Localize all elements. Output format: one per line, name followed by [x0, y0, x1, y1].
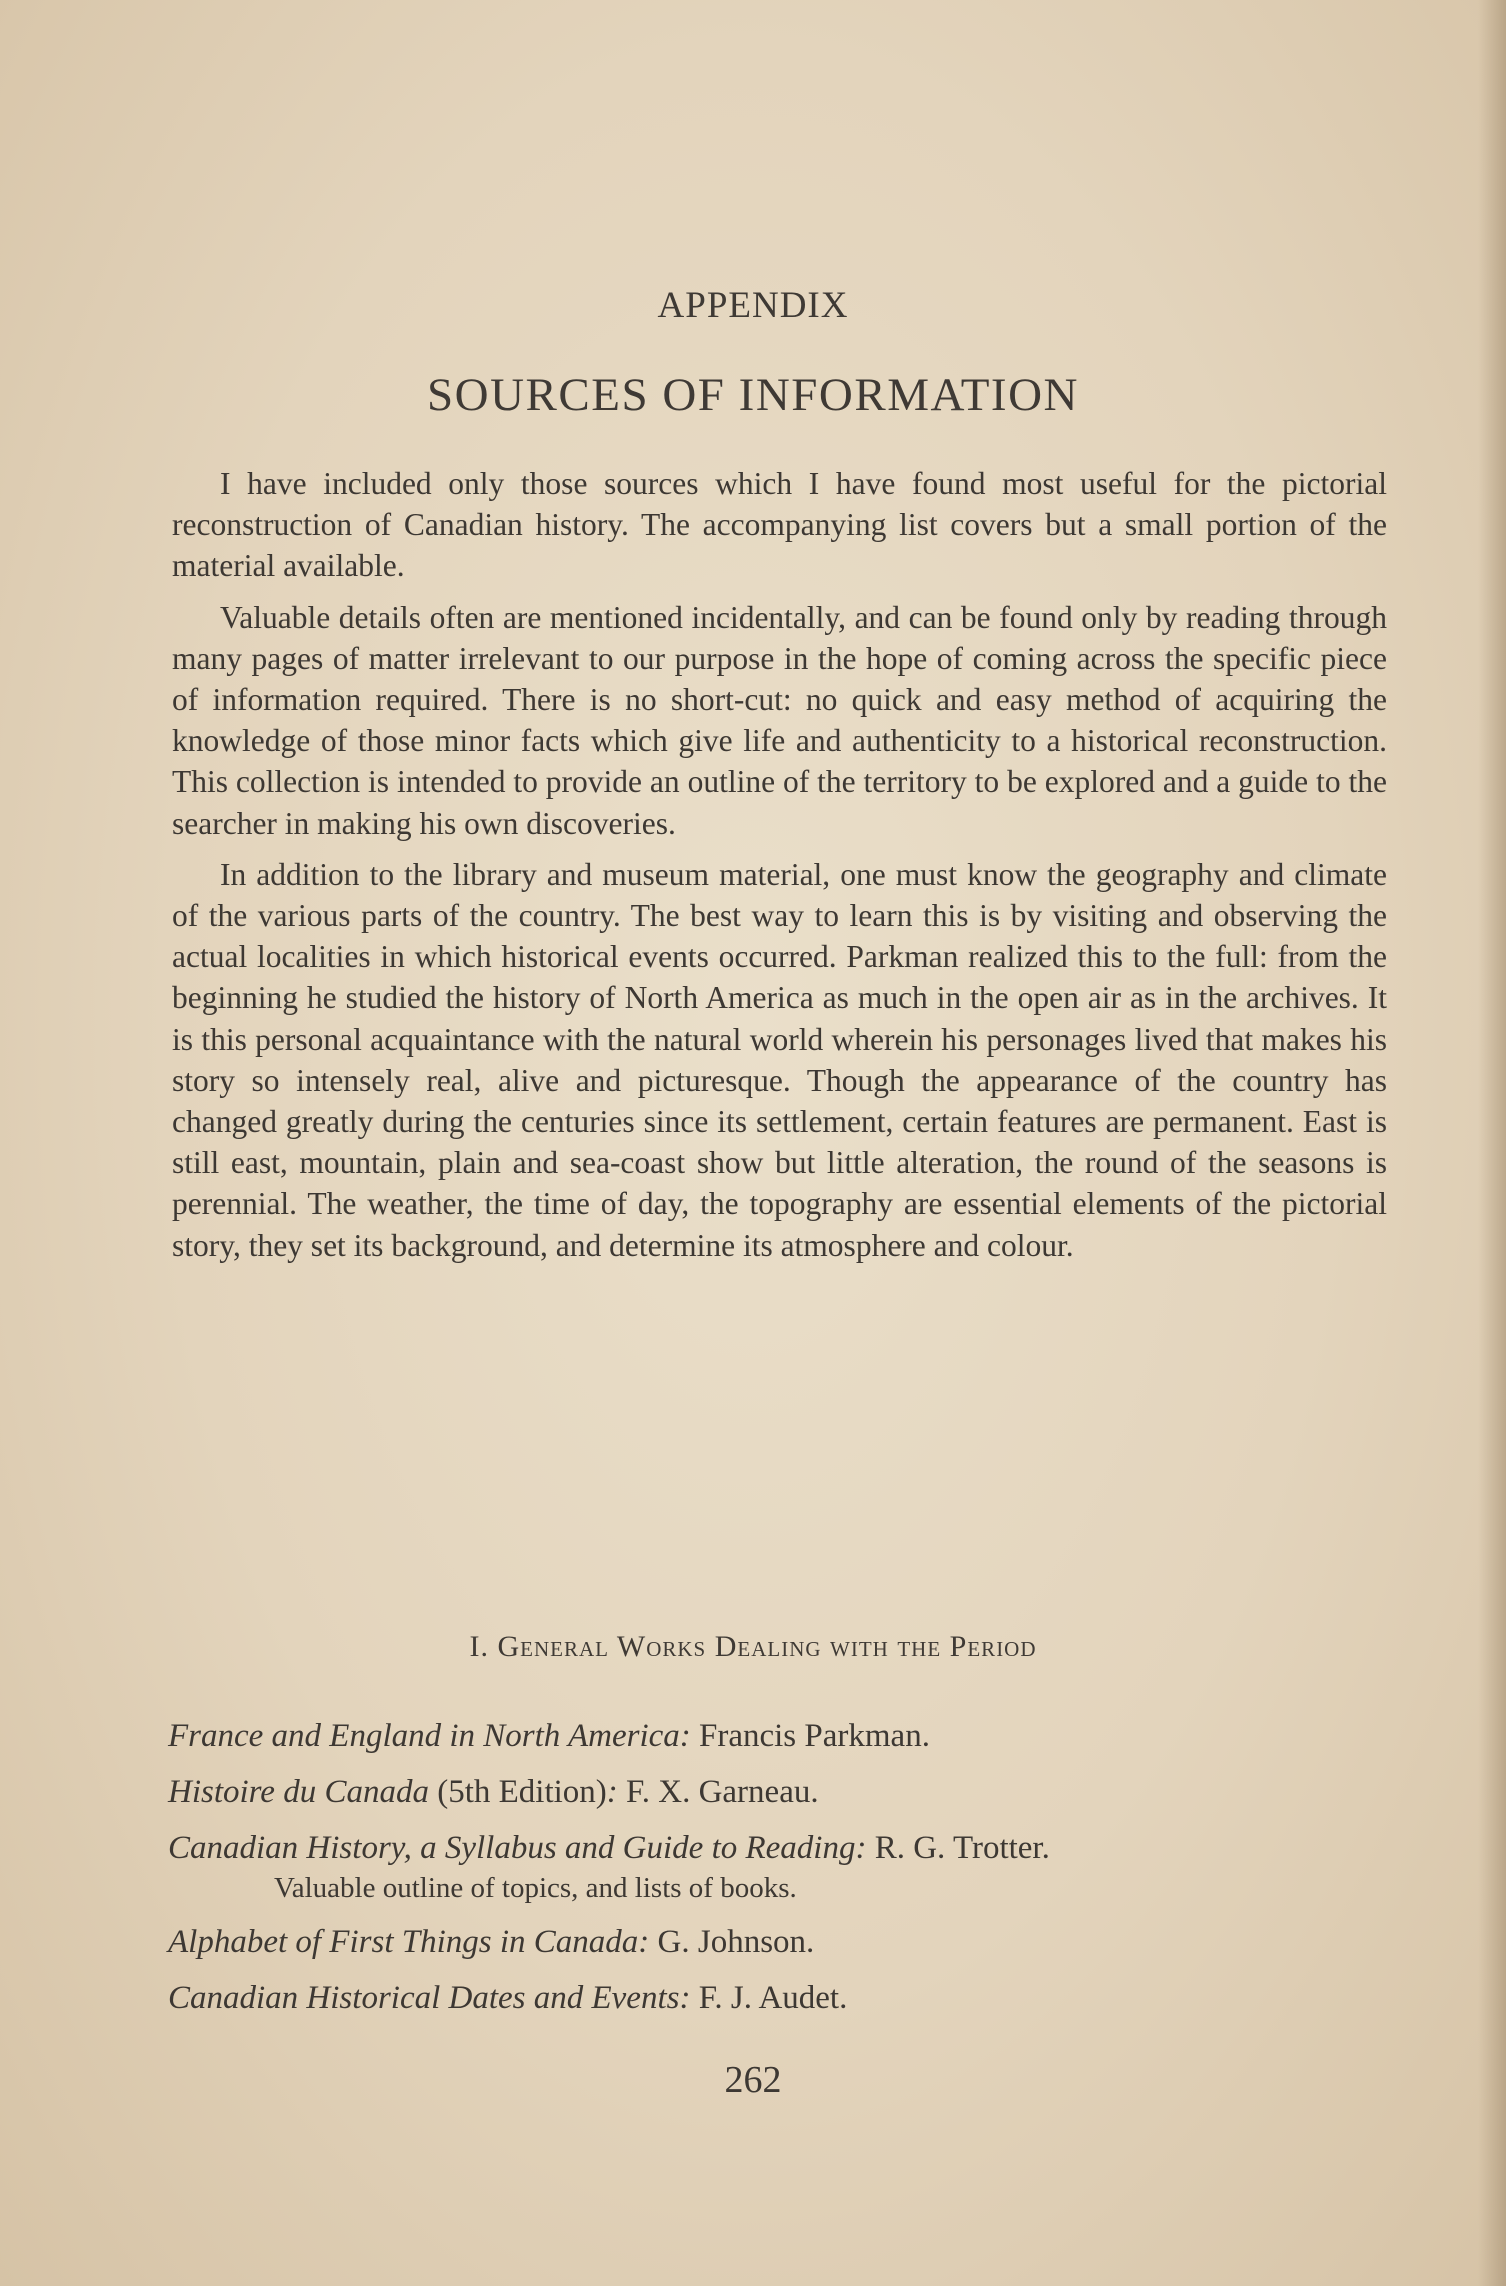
reference-author: F. X. Garneau. [626, 1774, 819, 1810]
body-text [172, 463, 1387, 1276]
reference-item [168, 1708, 1398, 1764]
reference-colon: : [606, 1774, 618, 1810]
reference-title: Alphabet of First Things in Canada: [168, 1924, 650, 1960]
reference-author: R. G. Trotter. [874, 1830, 1050, 1866]
page-edge-shadow [1478, 0, 1506, 2286]
appendix-heading: APPENDIX [657, 285, 849, 326]
reference-title: France and England in North America: [168, 1718, 691, 1754]
reference-item [168, 1914, 1398, 1970]
reference-title: Canadian Historical Dates and Events: [168, 1980, 691, 2016]
section-heading: I. General Works Dealing with the Period [469, 1630, 1037, 1663]
reference-item [168, 1970, 1398, 2026]
reference-title: Canadian History, a Syllabus and Guide to Reading: [168, 1830, 867, 1866]
reference-author: G. Johnson. [657, 1924, 815, 1960]
reference-list [168, 1708, 1398, 2026]
reference-edition: (5th Edition) [437, 1774, 607, 1810]
reference-author: F. J. Audet. [698, 1980, 848, 2016]
reference-note: Valuable outline of topics, and lists of books. [274, 1872, 797, 1904]
reference-title: Histoire du Canada [168, 1774, 429, 1810]
paragraph: I have included only those sources which I have found most useful for the pictorial reconstruction of Canadian history. The accompanying list covers but a small portion of the material available. [172, 466, 1387, 584]
reference-author: Francis Parkman. [699, 1718, 930, 1754]
reference-item [168, 1764, 1398, 1820]
paragraph: In addition to the library and museum material, one must know the geography and climate of the various parts of the country. The best way to learn this is by visiting and observing the actual localities in which historical events occurred. Parkman realized this to the full: from the beginning he studied the history of North America as much in the open air as in the archives. It is this personal acquaintance with the natural world wherein his personages lived that makes his story so intensely real, alive and picturesque. Though the appearance of the country has changed greatly during the centuries since its settlement, certain features are permanent. East is still east, mountain, plain and sea-coast show but little alteration, the round of the seasons is perennial. The weather, the time of day, the topography are essential elements of the pictorial story, they set its background, and determine its atmosphere and colour. [172, 856, 1387, 1263]
page-number: 262 [724, 2059, 782, 2101]
paragraph: Valuable details often are mentioned incidentally, and can be found only by reading through many pages of matter irrelevant to our purpose in the hope of coming across the specific piece of information required. There is no short-cut: no quick and easy method of acquiring the knowledge of those minor facts which give life and authenticity to a historical reconstruction. This collection is intended to provide an outline of the territory to be explored and a guide to the searcher in making his own discoveries. [172, 599, 1387, 841]
page-title: SOURCES OF INFORMATION [427, 369, 1079, 421]
